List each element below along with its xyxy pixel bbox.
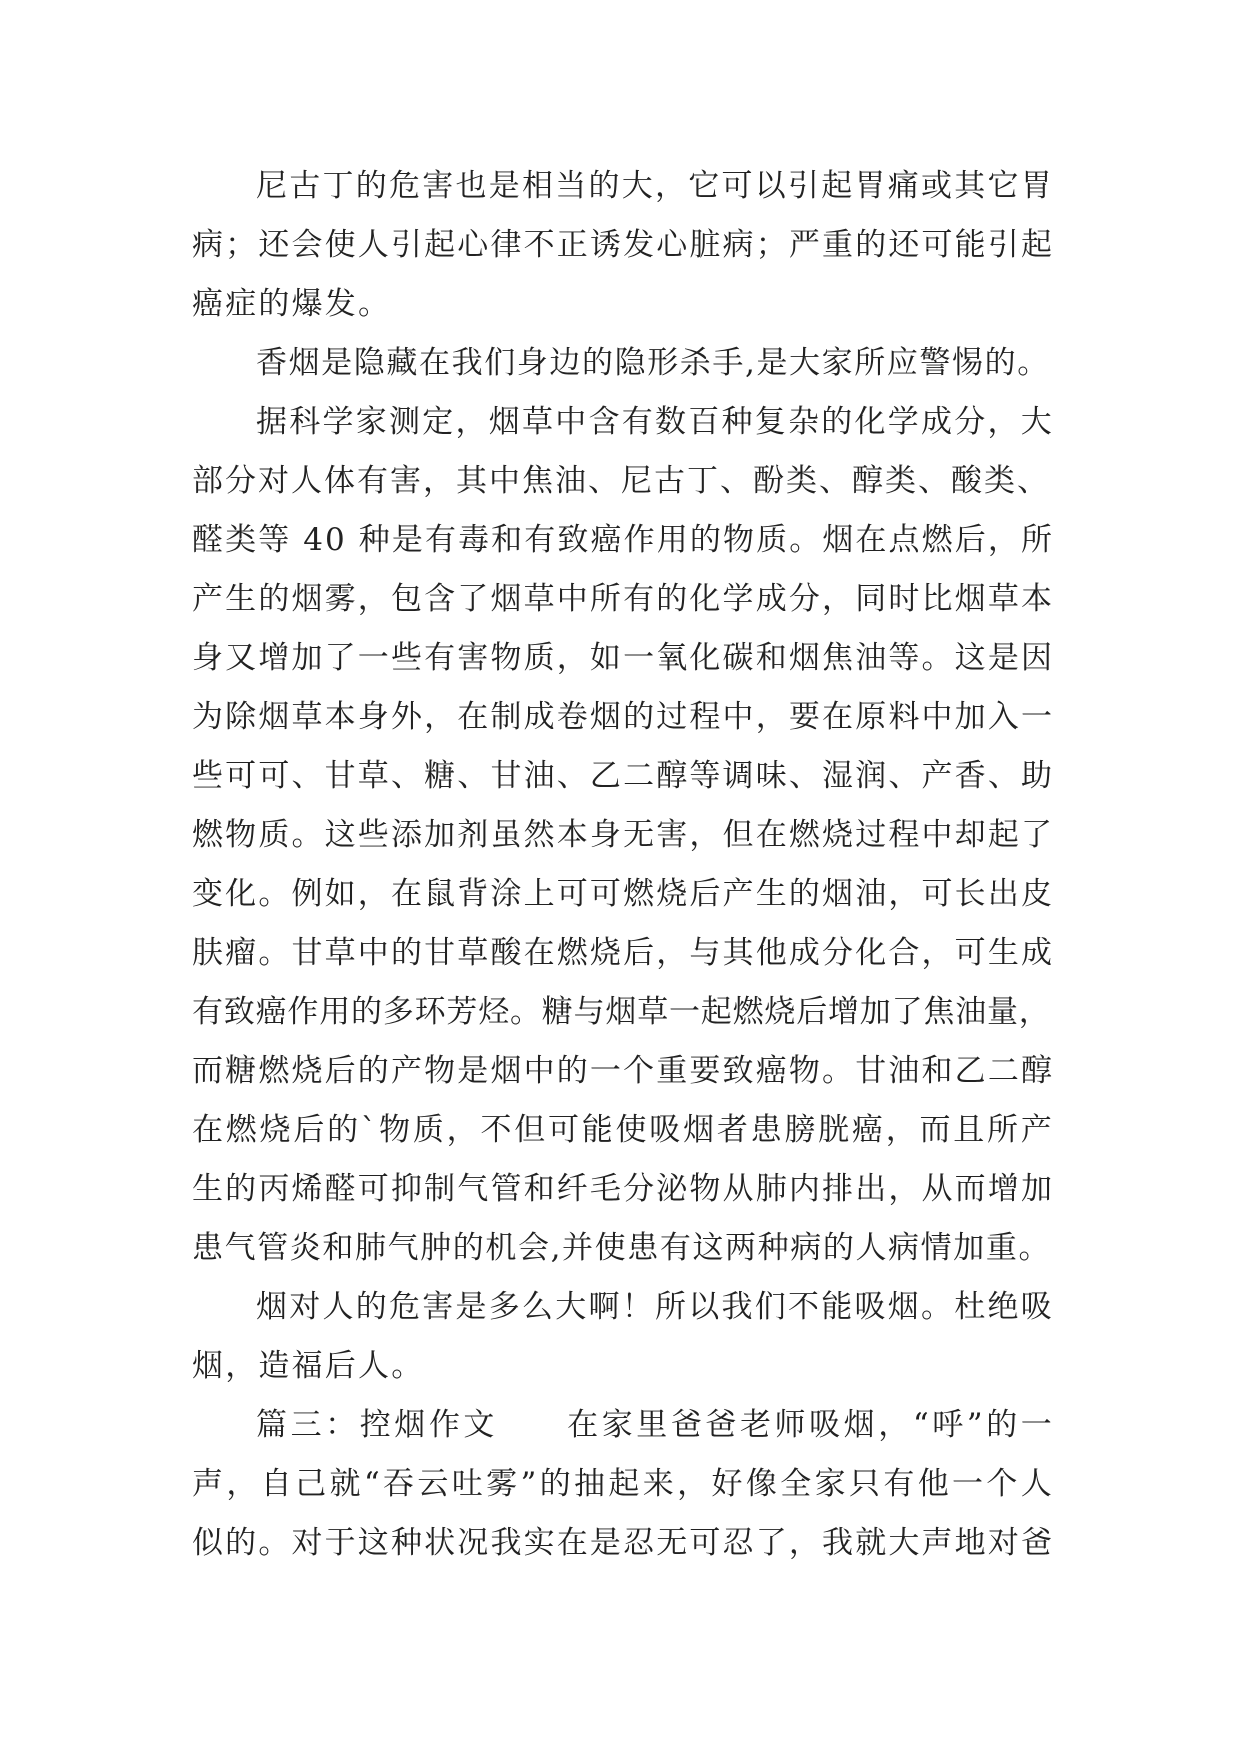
text-line: 肤瘤。甘草中的甘草酸在燃烧后，与其他成分化合，可生成: [192, 935, 1054, 971]
text-line: 烟对人的危害是多么大啊！所以我们不能吸烟。杜绝吸: [256, 1289, 1054, 1325]
text-line: 有致癌作用的多环芳烃。糖与烟草一起燃烧后增加了焦油量，: [192, 994, 1051, 1030]
text-line: 生的丙烯醛可抑制气管和纤毛分泌物从肺内排出，从而增加: [192, 1171, 1054, 1207]
text-line: 部分对人体有害，其中焦油、尼古丁、酚类、醇类、酸类、: [192, 463, 1050, 499]
text-line: 似的。对于这种状况我实在是忍无可忍了，我就大声地对爸: [192, 1525, 1054, 1561]
text-line: 为除烟草本身外，在制成卷烟的过程中，要在原料中加入一: [192, 699, 1054, 735]
text-line: 病；还会使人引起心律不正诱发心脏病；严重的还可能引起: [192, 227, 1054, 263]
text-line: 燃物质。这些添加剂虽然本身无害，但在燃烧过程中却起了: [192, 817, 1054, 853]
text-line: 癌症的爆发。: [192, 286, 392, 322]
text-line: 据科学家测定，烟草中含有数百种复杂的化学成分，大: [256, 404, 1054, 440]
text-line: 香烟是隐藏在我们身边的隐形杀手,是大家所应警惕的。: [256, 345, 1050, 381]
text-line: 尼古丁的危害也是相当的大，它可以引起胃痛或其它胃: [256, 168, 1054, 204]
text-line: 在燃烧后的`物质，不但可能使吸烟者患膀胱癌，而且所产: [192, 1112, 1054, 1148]
text-line: 患气管炎和肺气肿的机会,并使患有这两种病的人病情加重。: [192, 1230, 1052, 1266]
text-line: 醛类等 40 种是有毒和有致癌作用的物质。烟在点燃后，所: [192, 522, 1054, 558]
text-line: 篇三：控烟作文 在家里爸爸老师吸烟，“呼”的一: [256, 1407, 1054, 1443]
text-line: 声，自己就“吞云吐雾”的抽起来，好像全家只有他一个人: [192, 1466, 1054, 1502]
text-line: 产生的烟雾，包含了烟草中所有的化学成分，同时比烟草本: [192, 581, 1054, 617]
text-line: 些可可、甘草、糖、甘油、乙二醇等调味、湿润、产香、助: [192, 758, 1054, 794]
text-line: 而糖燃烧后的产物是烟中的一个重要致癌物。甘油和乙二醇: [192, 1053, 1054, 1089]
text-line: 变化。例如，在鼠背涂上可可燃烧后产生的烟油，可长出皮: [192, 876, 1054, 912]
text-line: 烟，造福后人。: [192, 1348, 425, 1384]
text-line: 身又增加了一些有害物质，如一氧化碳和烟焦油等。这是因: [192, 640, 1054, 676]
